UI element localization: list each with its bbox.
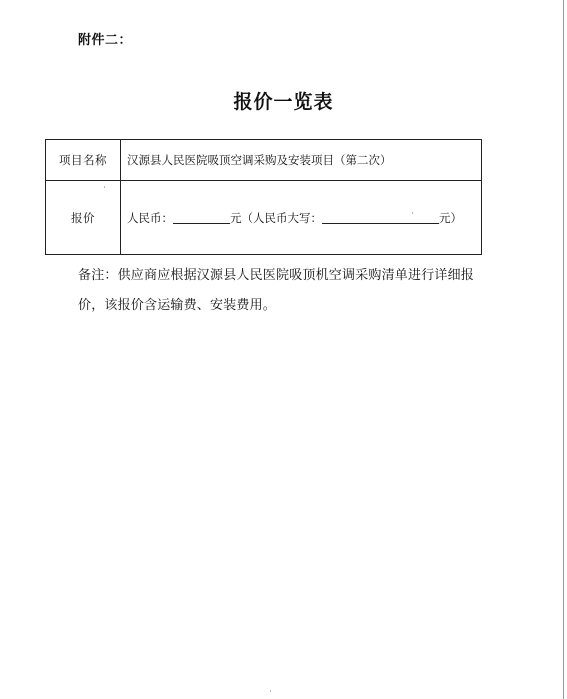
remark-line-1: 备注：供应商应根据汉源县人民医院吸顶机空调采购清单进行详细报 (78, 268, 475, 283)
price-unit-text: 元（人民币大写： (230, 210, 322, 225)
amount-in-words-blank[interactable] (322, 211, 439, 224)
attachment-label: 附件二： (78, 33, 133, 48)
document-title: 报价一览表 (233, 91, 334, 113)
project-name-value: 汉源县人民医院吸顶空调采购及安装项目（第二次） (121, 140, 482, 181)
price-label: 报价 (46, 181, 121, 255)
price-rmb-prefix: 人民币： (127, 210, 173, 225)
price-value (121, 181, 482, 255)
project-name-label: 项目名称 (46, 140, 121, 181)
scan-speck (412, 212, 413, 214)
quote-table (45, 139, 482, 255)
price-suffix-text: 元） (439, 210, 462, 225)
price-row (46, 181, 482, 255)
scan-speck (104, 186, 105, 188)
amount-blank[interactable] (173, 211, 230, 224)
project-row (46, 140, 482, 181)
scan-speck (270, 690, 271, 692)
remark-line-2: 价，该报价含运输费、安装费用。 (78, 298, 277, 313)
